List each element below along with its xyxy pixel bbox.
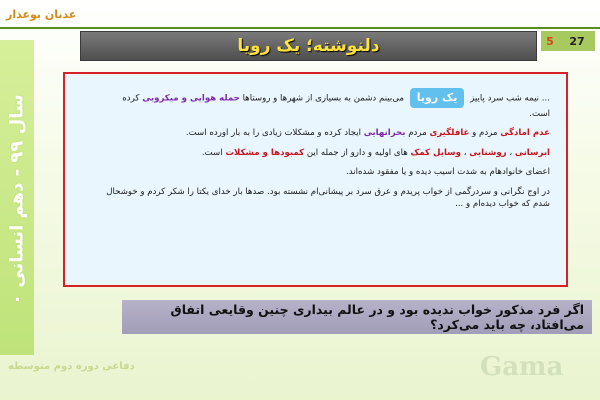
story-line-5: در اوج نگرانی و سردرگمی از خواب پریدم و عرق سرد بر پیشانی‌ام نشسته بود. صدها بار خدای یکتا را شکر کردم و خوشحال شدم که خواب دیده‌ام و ... — [106, 186, 550, 210]
dream-badge: یک رویا — [410, 88, 465, 108]
footer-course-label: دفاعی دوره دوم متوسطه — [8, 361, 135, 372]
title-bar — [80, 31, 537, 61]
story-line-3: ابرسانی ، روشنایی ، وسایل کمک های اولیه و دارو از جمله این کمبودها و مشکلات است. — [201, 147, 550, 158]
author-label: عدنان بوعذار — [6, 8, 77, 21]
slide-number-badge: 27 — [559, 31, 595, 51]
story-line-1: ... نیمه شب سرد پاییز یک رویا می‌بینم دشمن به بسیاری از شهرها و روستاها حمله هوایی و میکروبی کرده است. — [105, 88, 550, 120]
lesson-number-badge: 5 — [541, 31, 559, 51]
page-title: دلنوشته؛ یک رویا — [237, 36, 380, 56]
question-text: اگر فرد مذکور خواب ندیده بود و در عالم بیداری چنین وقایعی اتفاق می‌افتاد، چه باید می‌کرد؟ — [170, 302, 584, 332]
top-divider — [0, 27, 600, 29]
question-bar — [122, 300, 592, 334]
story-line-2: عدم امادگی مردم و غافلگیری مردم بحرانهایی ایجاد کرده و مشکلات زیادی را به بار اورده است. — [185, 128, 550, 139]
story-line-4: اعضای خانوادهام به شدت اسیب دیده و یا مفقود شده‌اند. — [346, 167, 550, 178]
story-box — [63, 72, 568, 287]
watermark-logo: Gama — [480, 352, 564, 382]
vertical-caption: سال ۹۹ - دهم انسانی ۰ — [6, 94, 28, 306]
